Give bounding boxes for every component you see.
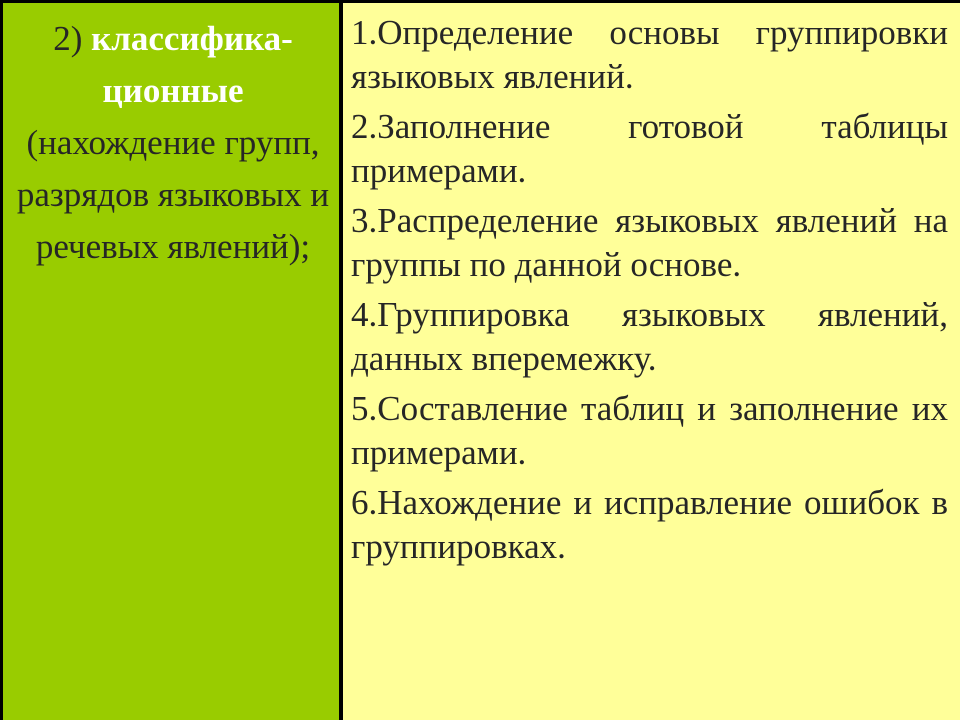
category-title: классифика-ционные [91, 19, 293, 110]
task-list [351, 11, 948, 569]
task-item-1: 1.Определение основы группировки языковых явлений. [351, 13, 948, 96]
task-item-3: 3.Распределение языковых явлений на группы по данной основе. [351, 201, 948, 284]
task-item-5: 5.Составление таблиц и заполнение их примерами. [351, 389, 948, 472]
task-item-4: 4.Группировка языковых явлений, данных вперемежку. [351, 295, 948, 378]
task-item-2: 2.Заполнение готовой таблицы примерами. [351, 107, 948, 190]
category-cell [3, 3, 339, 720]
task-item-6: 6.Нахождение и исправление ошибок в группировках. [351, 483, 948, 566]
tasks-cell [343, 3, 960, 720]
category-number: 2) [53, 19, 92, 58]
category-description: (нахождение групп, разрядов языковых и речевых явлений); [16, 123, 330, 266]
